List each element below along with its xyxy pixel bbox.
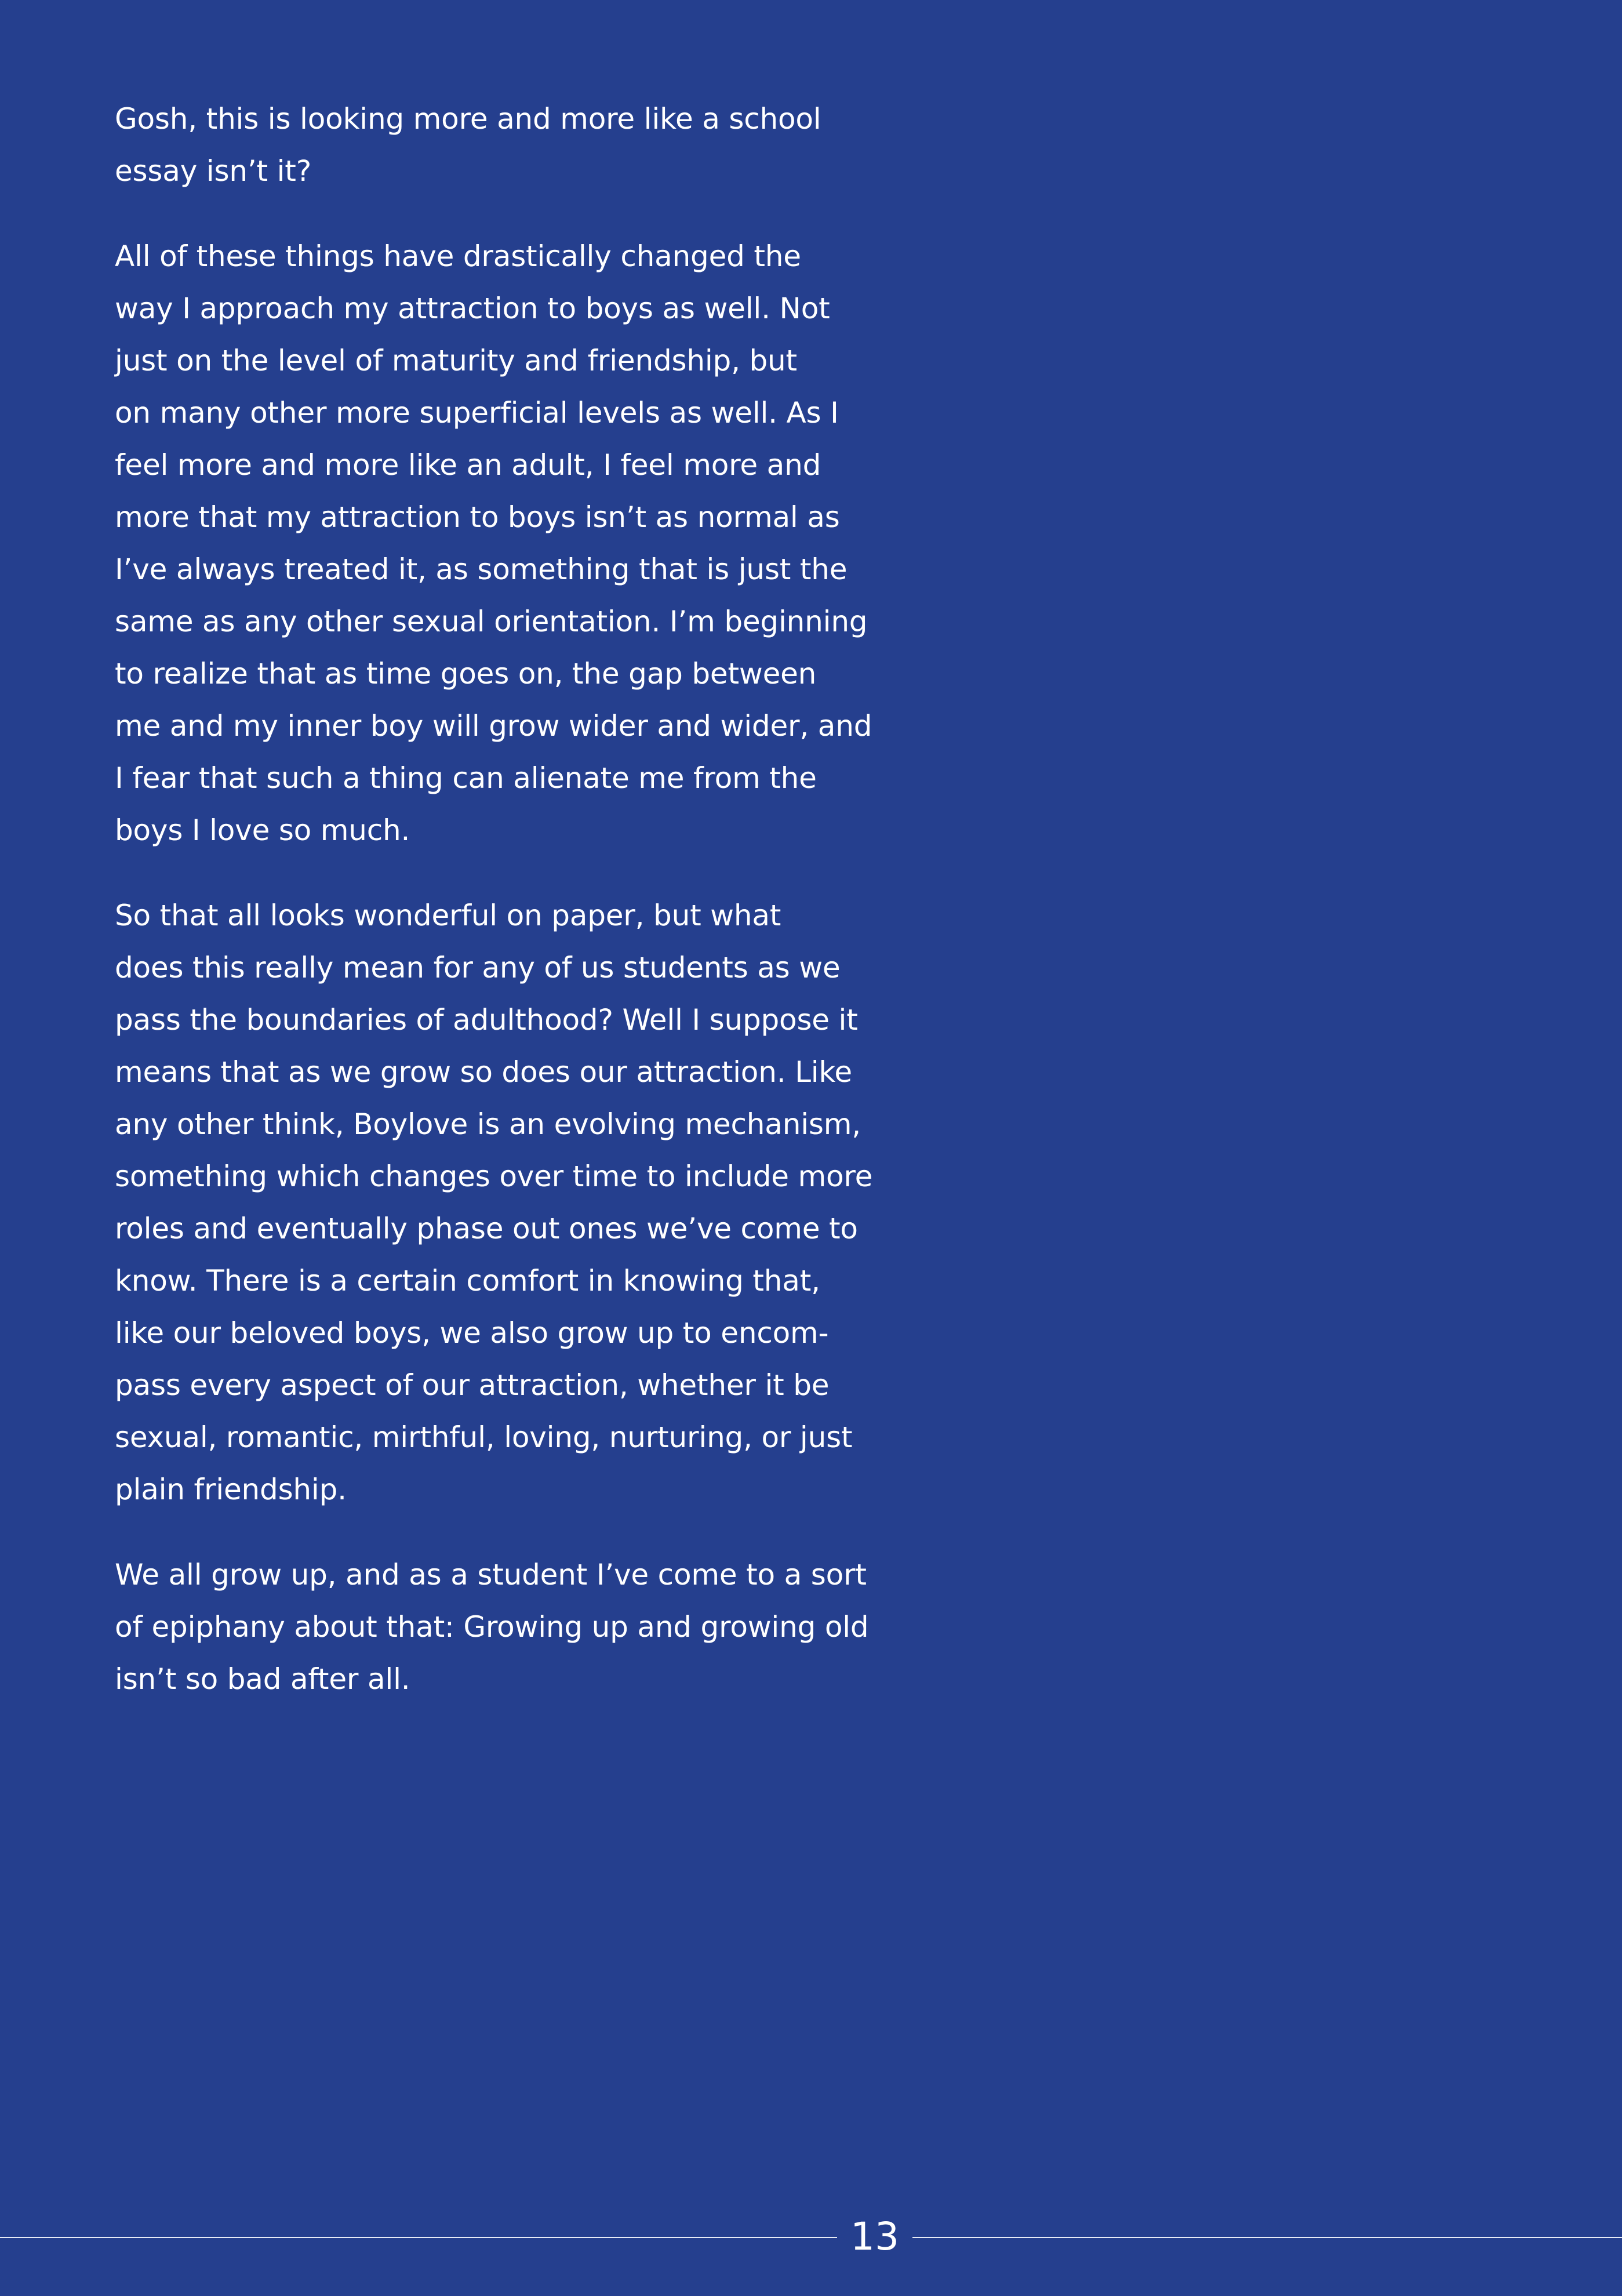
text-line: way I approach my attraction to boys as well. Not xyxy=(115,292,830,325)
text-line: just on the level of maturity and friendship, but xyxy=(115,344,797,377)
paragraph-1 xyxy=(115,93,868,197)
text-line: plain friendship. xyxy=(115,1473,347,1506)
text-line: Gosh, this is looking more and more like a school xyxy=(115,102,821,136)
text-line: of epiphany about that: Growing up and growing old xyxy=(115,1610,869,1644)
text-line: more that my attraction to boys isn’t as normal as xyxy=(115,500,840,534)
text-line: pass every aspect of our attraction, whether it be xyxy=(115,1368,830,1402)
text-line: on many other more superficial levels as well. As I xyxy=(115,396,839,430)
text-line: I’ve always treated it, as something that is just the xyxy=(115,553,848,586)
text-line: All of these things have drastically changed the xyxy=(115,239,801,273)
text-line: I fear that such a thing can alienate me from the xyxy=(115,761,817,795)
page-footer xyxy=(0,2214,1622,2260)
paragraph-4 xyxy=(115,1549,868,1705)
text-line: sexual, romantic, mirthful, loving, nurturing, or just xyxy=(115,1421,853,1454)
text-line: means that as we grow so does our attraction. Like xyxy=(115,1055,852,1089)
text-line: isn’t so bad after all. xyxy=(115,1662,410,1696)
text-line: any other think, Boylove is an evolving mechanism, xyxy=(115,1107,861,1141)
footer-rule-right xyxy=(912,2237,1622,2238)
text-line: know. There is a certain comfort in knowing that, xyxy=(115,1264,820,1298)
page-number: 13 xyxy=(850,2214,899,2259)
text-line: We all grow up, and as a student I’ve come to a sort xyxy=(115,1558,867,1592)
text-line: So that all looks wonderful on paper, but what xyxy=(115,899,781,932)
text-line: me and my inner boy will grow wider and wider, and xyxy=(115,709,872,743)
text-line: to realize that as time goes on, the gap between xyxy=(115,657,817,691)
text-line: pass the boundaries of adulthood? Well I suppose it xyxy=(115,1003,858,1037)
text-line: same as any other sexual orientation. I’m beginning xyxy=(115,605,868,638)
text-line: roles and eventually phase out ones we’ve come to xyxy=(115,1212,858,1245)
text-line: something which changes over time to include more xyxy=(115,1160,873,1193)
text-line: essay isn’t it? xyxy=(115,154,312,188)
text-line: does this really mean for any of us students as we xyxy=(115,951,841,984)
paragraph-2 xyxy=(115,230,872,856)
text-line: like our beloved boys, we also grow up to encom- xyxy=(115,1316,829,1350)
text-line: boys I love so much. xyxy=(115,813,410,847)
paragraph-3 xyxy=(115,889,873,1516)
body-text xyxy=(115,93,873,1738)
text-line: feel more and more like an adult, I feel more and xyxy=(115,448,821,482)
footer-rule-left xyxy=(0,2237,837,2238)
